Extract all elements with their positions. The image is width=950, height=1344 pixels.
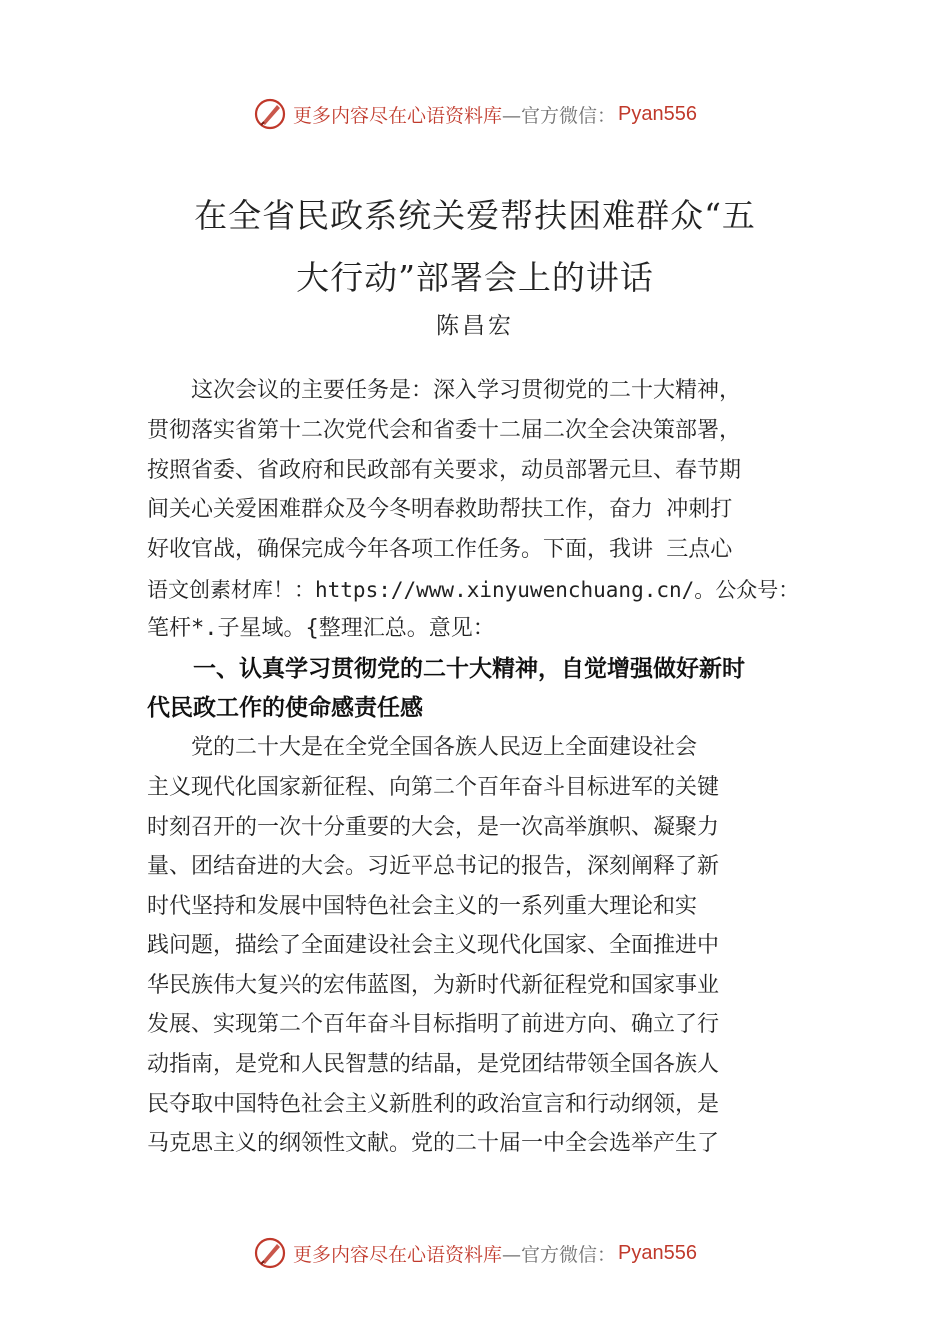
- paragraph-line: 量、团结奋进的大会。习近平总书记的报告，深刻阐释了新: [147, 854, 720, 879]
- banner-wechat-id: Pyan556: [618, 1241, 697, 1264]
- paragraph-line: 时刻召开的一次十分重要的大会，是一次高举旗帜、凝聚力: [147, 815, 720, 840]
- quill-logo-icon: [253, 97, 287, 131]
- paragraph-line: 马克思主义的纲领性文献。党的二十届一中全会选举产生了: [147, 1131, 720, 1156]
- banner-library-text: 更多内容尽在心语资料库: [293, 1243, 503, 1266]
- intro-line: 这次会议的主要任务是：深入学习贯彻党的二十大精神，: [147, 378, 742, 403]
- section-heading-line-1: 一、认真学习贯彻党的二十大精神，自觉增强做好新时: [147, 656, 745, 682]
- document-title-line-2: 大行动”部署会上的讲话: [296, 258, 654, 297]
- intro-line: 按照省委、省政府和民政部有关要求，动员部署元旦、春节期: [147, 458, 742, 483]
- paragraph-line: 践问题，描绘了全面建设社会主义现代化国家、全面推进中: [147, 933, 720, 958]
- paragraph-line: 主义现代化国家新征程、向第二个百年奋斗目标进军的关键: [147, 775, 720, 800]
- paragraph-line: 民夺取中国特色社会主义新胜利的政治宣言和行动纲领，是: [147, 1092, 720, 1117]
- intro-line: 语文创素材库！：https://www.xinyuwenchuang.cn/。公众号：: [147, 578, 800, 602]
- banner-wechat-label: —官方微信：: [502, 1243, 617, 1266]
- paragraph-line: 华民族伟大复兴的宏伟蓝图，为新时代新征程党和国家事业: [147, 973, 720, 998]
- section-heading-line-2: 代民政工作的使命感责任感: [147, 695, 423, 721]
- intro-line: 好收官战，确保完成今年各项工作任务。下面，我讲 三点心: [147, 537, 733, 562]
- paragraph-line: 发展、实现第二个百年奋斗目标指明了前进方向、确立了行: [147, 1012, 720, 1037]
- banner-library-text: 更多内容尽在心语资料库: [293, 104, 503, 127]
- document-author: 陈昌宏: [436, 313, 514, 339]
- paragraph-line: 党的二十大是在全党全国各族人民迈上全面建设社会: [147, 735, 698, 760]
- paragraph-line: 时代坚持和发展中国特色社会主义的一系列重大理论和实: [147, 894, 698, 919]
- intro-line: 笔杆*.子星域。{整理汇总。意见：: [147, 616, 495, 641]
- banner-wechat-label: —官方微信：: [502, 104, 617, 127]
- banner-wechat-id: Pyan556: [618, 102, 697, 125]
- quill-logo-icon: [253, 1236, 287, 1270]
- paragraph-line: 动指南，是党和人民智慧的结晶，是党团结带领全国各族人: [147, 1052, 720, 1077]
- document-title-line-1: 在全省民政系统关爱帮扶困难群众“五: [194, 196, 756, 235]
- header-watermark-banner: [0, 94, 950, 134]
- intro-line: 间关心关爱困难群众及今冬明春救助帮扶工作，奋力 冲刺打: [147, 497, 733, 522]
- footer-watermark-banner: [0, 1233, 950, 1273]
- intro-line: 贯彻落实省第十二次党代会和省委十二届二次全会决策部署，: [147, 418, 742, 443]
